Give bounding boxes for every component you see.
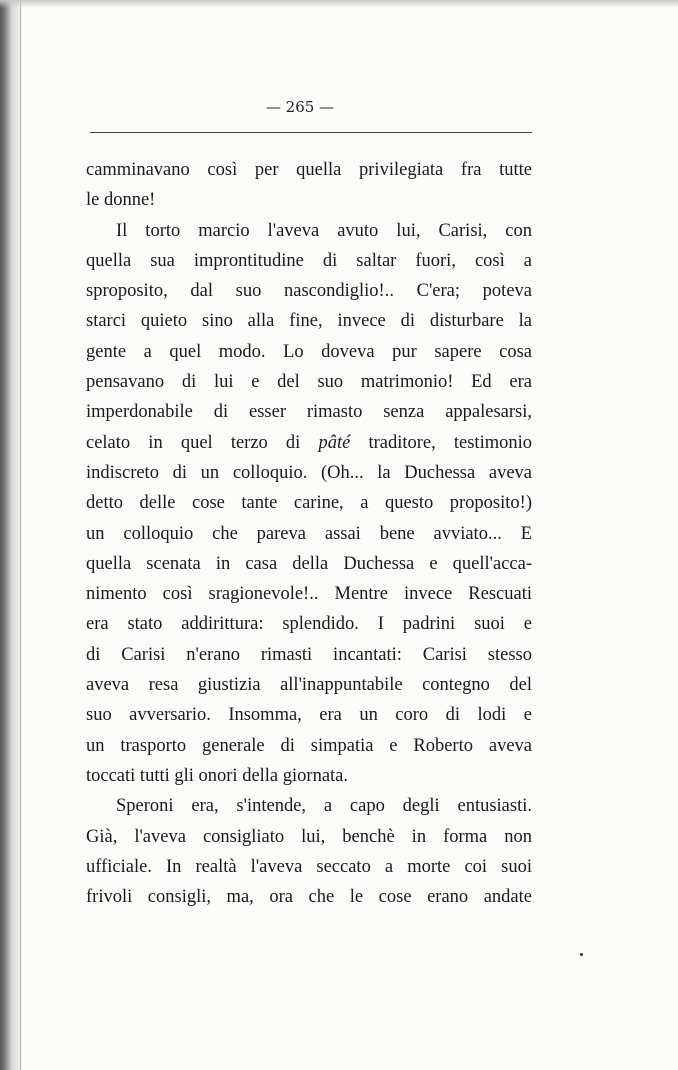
text-line: nimento così sragionevole!.. Mentre invece Rescuati (86, 584, 532, 605)
text-line: frivoli consigli, ma, ora che le cose erano andate (86, 887, 532, 908)
text-line: era stato addirittura: splendido. I padrini suoi e (86, 614, 532, 635)
text-line: toccati tutti gli onori della giornata. (86, 765, 349, 786)
text-line: un trasporto generale di simpatia e Roberto aveva (86, 735, 532, 756)
text-line: suo avversario. Insomma, era un coro di lodi e (86, 705, 532, 726)
text-line: starci quieto sino alla fine, invece di disturbare la (86, 311, 532, 332)
text-line: le donne! (86, 190, 156, 211)
text-line: indiscreto di un colloquio. (Oh... la Duchessa aveva (86, 462, 532, 483)
text-line: sproposito, dal suo nascondiglio!.. C'era; poteva (86, 281, 532, 302)
text-line (86, 428, 532, 458)
text-line: Speroni era, s'intende, a capo degli entusiasti. (116, 796, 532, 817)
text-line: detto delle cose tante carine, a questo proposito!) (86, 493, 532, 514)
gutter-edge (20, 0, 21, 1070)
text-line: aveva resa giustizia all'inappuntabile contegno del (86, 675, 532, 696)
text-line-head: celato in quel terzo di (86, 432, 319, 453)
text-line: quella scenata in casa della Duchessa e quell'acca- (86, 553, 532, 574)
text-line: quella sua improntitudine di saltar fuori, così a (86, 250, 532, 271)
text-line: imperdonabile di esser rimasto senza appalesarsi, (86, 402, 532, 423)
text-line: pensavano di lui e del suo matrimonio! Ed era (86, 372, 532, 393)
text-line: un colloquio che pareva assai bene avviato... E (86, 523, 532, 544)
text-line: camminavano così per quella privilegiata fra tutte (86, 160, 532, 180)
header-rule (90, 132, 532, 133)
text-line-tail: traditore, testimonio (350, 432, 532, 453)
text-line: ufficiale. In realtà l'aveva seccato a morte coi suoi (86, 856, 532, 877)
binding-gutter (0, 0, 22, 1070)
body-text (86, 155, 532, 912)
text-line: gente a quel modo. Lo doveva pur sapere cosa (86, 341, 532, 362)
text-line: Il torto marcio l'aveva avuto lui, Carisi, con (116, 220, 532, 241)
italic-word: pâté (318, 432, 351, 453)
ink-speck (580, 953, 583, 956)
text-line: Già, l'aveva consigliato lui, benchè in forma non (86, 826, 532, 847)
text-line: di Carisi n'erano rimasti incantati: Carisi stesso (86, 644, 532, 665)
top-shadow (0, 0, 678, 8)
page-number: — 265 — (265, 98, 335, 116)
